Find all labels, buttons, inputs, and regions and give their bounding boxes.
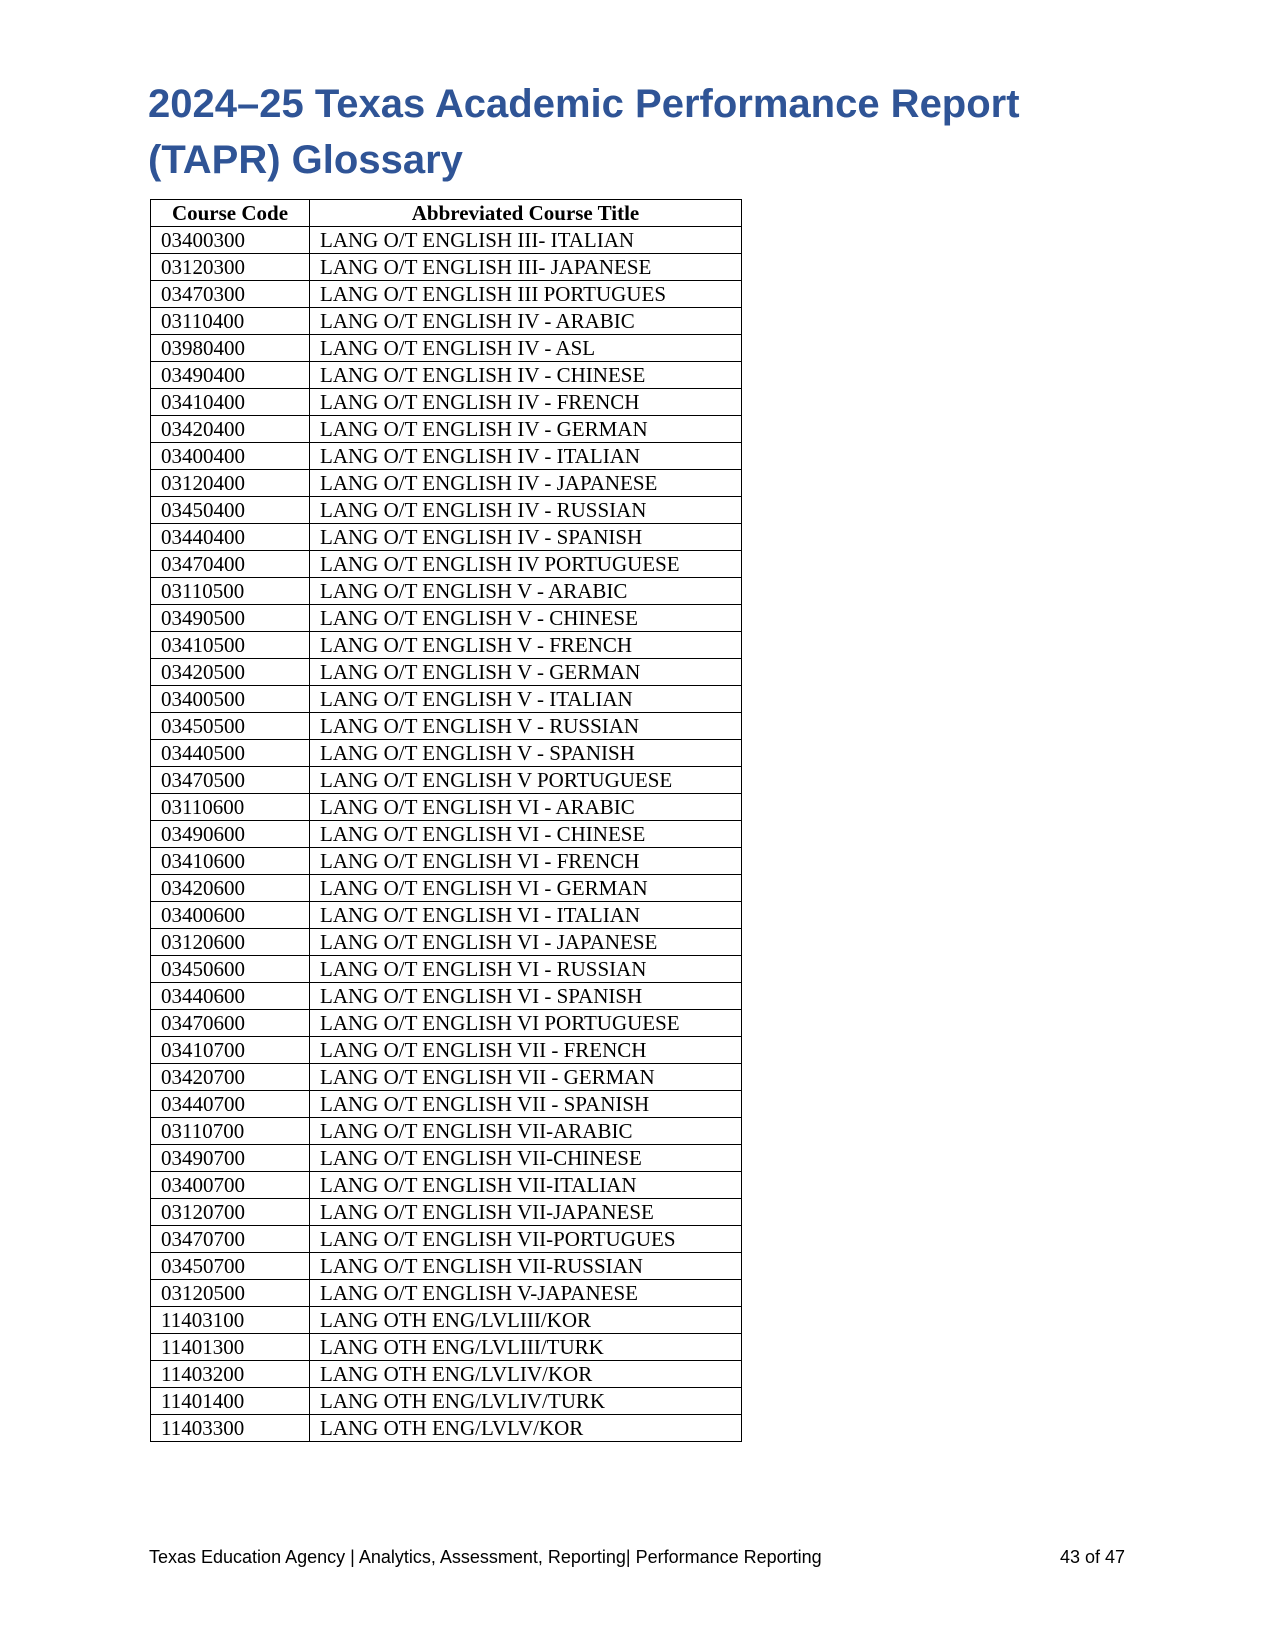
- course-title-cell: LANG O/T ENGLISH VI PORTUGUESE: [310, 1010, 742, 1037]
- table-row: [151, 416, 742, 443]
- course-code-cell: 03410400: [151, 389, 310, 416]
- course-title-cell: LANG O/T ENGLISH V - FRENCH: [310, 632, 742, 659]
- course-code-cell: 03450600: [151, 956, 310, 983]
- course-code-cell: 03420400: [151, 416, 310, 443]
- course-code-cell: 03470400: [151, 551, 310, 578]
- course-code-cell: 03490700: [151, 1145, 310, 1172]
- course-title-cell: LANG O/T ENGLISH IV - ARABIC: [310, 308, 742, 335]
- table-row: [151, 1226, 742, 1253]
- table-row: [151, 632, 742, 659]
- course-code-cell: 11401300: [151, 1334, 310, 1361]
- course-code-cell: 03440700: [151, 1091, 310, 1118]
- course-code-cell: 03450700: [151, 1253, 310, 1280]
- course-title-cell: LANG O/T ENGLISH IV - GERMAN: [310, 416, 742, 443]
- table-row: [151, 362, 742, 389]
- column-header-course-code: Course Code: [151, 200, 310, 227]
- course-code-cell: 03440500: [151, 740, 310, 767]
- course-title-cell: LANG O/T ENGLISH III PORTUGUES: [310, 281, 742, 308]
- course-code-cell: 03490600: [151, 821, 310, 848]
- table-row: [151, 1280, 742, 1307]
- course-code-cell: 11401400: [151, 1388, 310, 1415]
- table-row: [151, 1145, 742, 1172]
- table-row: [151, 659, 742, 686]
- course-title-cell: LANG O/T ENGLISH VII-PORTUGUES: [310, 1226, 742, 1253]
- course-code-cell: 03410700: [151, 1037, 310, 1064]
- course-code-cell: 03450500: [151, 713, 310, 740]
- table-header: [151, 200, 742, 227]
- course-title-cell: LANG O/T ENGLISH IV PORTUGUESE: [310, 551, 742, 578]
- course-code-cell: 03120400: [151, 470, 310, 497]
- table-row: [151, 1361, 742, 1388]
- table-row: [151, 1064, 742, 1091]
- table-row: [151, 686, 742, 713]
- table-row: [151, 821, 742, 848]
- table-row: [151, 308, 742, 335]
- course-title-cell: LANG O/T ENGLISH VII-ITALIAN: [310, 1172, 742, 1199]
- course-title-cell: LANG O/T ENGLISH VII-ARABIC: [310, 1118, 742, 1145]
- table-row: [151, 1199, 742, 1226]
- table-row: [151, 767, 742, 794]
- course-title-cell: LANG O/T ENGLISH VII - SPANISH: [310, 1091, 742, 1118]
- course-title-cell: LANG OTH ENG/LVLV/KOR: [310, 1415, 742, 1442]
- table-row: [151, 578, 742, 605]
- course-code-cell: 03490400: [151, 362, 310, 389]
- course-title-cell: LANG O/T ENGLISH VI - RUSSIAN: [310, 956, 742, 983]
- course-code-cell: 03400400: [151, 443, 310, 470]
- course-title-cell: LANG O/T ENGLISH IV - FRENCH: [310, 389, 742, 416]
- course-title-cell: LANG O/T ENGLISH VII - FRENCH: [310, 1037, 742, 1064]
- course-code-cell: 03120600: [151, 929, 310, 956]
- table-row: [151, 227, 742, 254]
- course-code-cell: 03400300: [151, 227, 310, 254]
- course-title-cell: LANG O/T ENGLISH VI - JAPANESE: [310, 929, 742, 956]
- course-code-cell: 03470700: [151, 1226, 310, 1253]
- course-code-cell: 03120700: [151, 1199, 310, 1226]
- table-row: [151, 1388, 742, 1415]
- table-row: [151, 1091, 742, 1118]
- table-row: [151, 1415, 742, 1442]
- course-code-cell: 03410500: [151, 632, 310, 659]
- table-row: [151, 497, 742, 524]
- table-row: [151, 254, 742, 281]
- course-title-cell: LANG O/T ENGLISH III- JAPANESE: [310, 254, 742, 281]
- course-title-cell: LANG O/T ENGLISH VI - ITALIAN: [310, 902, 742, 929]
- course-code-cell: 03400500: [151, 686, 310, 713]
- table-row: [151, 1253, 742, 1280]
- course-title-cell: LANG O/T ENGLISH V - RUSSIAN: [310, 713, 742, 740]
- course-title-cell: LANG O/T ENGLISH VI - SPANISH: [310, 983, 742, 1010]
- table-row: [151, 929, 742, 956]
- course-title-cell: LANG O/T ENGLISH IV - ASL: [310, 335, 742, 362]
- course-title-cell: LANG O/T ENGLISH VI - FRENCH: [310, 848, 742, 875]
- course-title-cell: LANG O/T ENGLISH VII-CHINESE: [310, 1145, 742, 1172]
- course-title-cell: LANG OTH ENG/LVLIII/KOR: [310, 1307, 742, 1334]
- table-row: [151, 1172, 742, 1199]
- course-code-cell: 03110600: [151, 794, 310, 821]
- course-title-cell: LANG O/T ENGLISH V - ITALIAN: [310, 686, 742, 713]
- table-row: [151, 605, 742, 632]
- footer-agency-text: Texas Education Agency | Analytics, Assessment, Reporting| Performance Reporting: [149, 1547, 822, 1567]
- course-code-cell: 03470500: [151, 767, 310, 794]
- course-code-cell: 03440400: [151, 524, 310, 551]
- page-number: 43 of 47: [1059, 1547, 1125, 1567]
- course-code-cell: 11403100: [151, 1307, 310, 1334]
- table-body: [151, 227, 742, 1442]
- course-title-cell: LANG O/T ENGLISH VII-JAPANESE: [310, 1199, 742, 1226]
- table-row: [151, 1037, 742, 1064]
- course-code-cell: 03120300: [151, 254, 310, 281]
- course-title-cell: LANG OTH ENG/LVLIII/TURK: [310, 1334, 742, 1361]
- table-row: [151, 875, 742, 902]
- course-title-cell: LANG O/T ENGLISH IV - JAPANESE: [310, 470, 742, 497]
- course-code-cell: 03420600: [151, 875, 310, 902]
- course-title-cell: LANG O/T ENGLISH IV - SPANISH: [310, 524, 742, 551]
- course-title-cell: LANG O/T ENGLISH VI - ARABIC: [310, 794, 742, 821]
- course-code-cell: 03470600: [151, 1010, 310, 1037]
- table-row: [151, 524, 742, 551]
- table-row: [151, 848, 742, 875]
- column-header-course-title: Abbreviated Course Title: [310, 200, 742, 227]
- course-code-cell: 03400700: [151, 1172, 310, 1199]
- course-title-cell: LANG O/T ENGLISH V - GERMAN: [310, 659, 742, 686]
- course-code-cell: 03410600: [151, 848, 310, 875]
- course-code-cell: 11403200: [151, 1361, 310, 1388]
- course-title-cell: LANG O/T ENGLISH IV - RUSSIAN: [310, 497, 742, 524]
- course-title-cell: LANG O/T ENGLISH VI - CHINESE: [310, 821, 742, 848]
- table-row: [151, 1118, 742, 1145]
- course-code-cell: 03420500: [151, 659, 310, 686]
- course-code-cell: 03400600: [151, 902, 310, 929]
- table-row: [151, 1334, 742, 1361]
- course-code-cell: 03470300: [151, 281, 310, 308]
- table-row: [151, 740, 742, 767]
- table-row: [151, 902, 742, 929]
- course-title-cell: LANG OTH ENG/LVLIV/KOR: [310, 1361, 742, 1388]
- course-title-cell: LANG O/T ENGLISH VI - GERMAN: [310, 875, 742, 902]
- course-title-cell: LANG O/T ENGLISH IV - CHINESE: [310, 362, 742, 389]
- table-row: [151, 983, 742, 1010]
- course-code-table: [150, 199, 742, 1442]
- table-row: [151, 1010, 742, 1037]
- course-title-cell: LANG O/T ENGLISH V - SPANISH: [310, 740, 742, 767]
- table-row: [151, 335, 742, 362]
- table-row: [151, 1307, 742, 1334]
- course-title-cell: LANG O/T ENGLISH VII - GERMAN: [310, 1064, 742, 1091]
- course-code-cell: 03450400: [151, 497, 310, 524]
- course-title-cell: LANG O/T ENGLISH V - ARABIC: [310, 578, 742, 605]
- course-code-cell: 03110500: [151, 578, 310, 605]
- course-title-cell: LANG O/T ENGLISH IV - ITALIAN: [310, 443, 742, 470]
- table-row: [151, 713, 742, 740]
- course-title-cell: LANG OTH ENG/LVLIV/TURK: [310, 1388, 742, 1415]
- course-code-cell: 03110400: [151, 308, 310, 335]
- table-row: [151, 551, 742, 578]
- course-code-cell: 03420700: [151, 1064, 310, 1091]
- page-title: 2024–25 Texas Academic Performance Report (TAPR) Glossary: [148, 82, 1020, 182]
- table-row: [151, 443, 742, 470]
- course-code-cell: 03440600: [151, 983, 310, 1010]
- course-code-cell: 11403300: [151, 1415, 310, 1442]
- table-row: [151, 470, 742, 497]
- course-code-cell: 03120500: [151, 1280, 310, 1307]
- course-title-cell: LANG O/T ENGLISH VII-RUSSIAN: [310, 1253, 742, 1280]
- table-header-row: [151, 200, 742, 227]
- course-title-cell: LANG O/T ENGLISH V-JAPANESE: [310, 1280, 742, 1307]
- course-code-cell: 03110700: [151, 1118, 310, 1145]
- table-row: [151, 389, 742, 416]
- course-code-cell: 03490500: [151, 605, 310, 632]
- course-title-cell: LANG O/T ENGLISH V - CHINESE: [310, 605, 742, 632]
- course-title-cell: LANG O/T ENGLISH V PORTUGUESE: [310, 767, 742, 794]
- course-title-cell: LANG O/T ENGLISH III- ITALIAN: [310, 227, 742, 254]
- course-code-cell: 03980400: [151, 335, 310, 362]
- table-row: [151, 956, 742, 983]
- table-row: [151, 794, 742, 821]
- table-row: [151, 281, 742, 308]
